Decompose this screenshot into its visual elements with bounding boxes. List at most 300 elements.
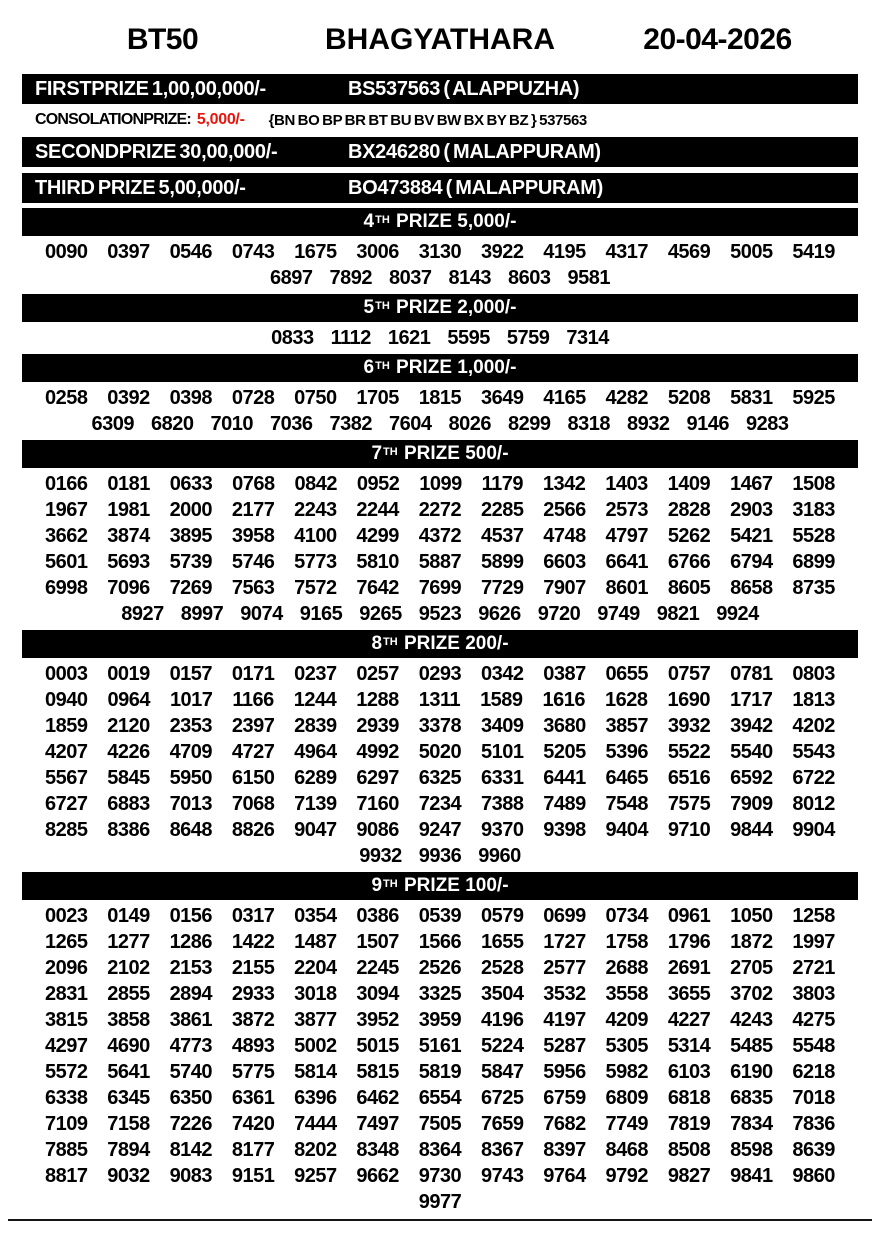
ticket-number: 7096 — [107, 577, 150, 599]
ticket-number: 6396 — [294, 1087, 337, 1109]
prize-section-6th — [0, 354, 880, 437]
ticket-number: 0342 — [480, 663, 524, 685]
ticket-number: 0734 — [605, 905, 649, 927]
ticket-number: 8012 — [792, 793, 835, 815]
ticket-number: 0842 — [294, 473, 337, 495]
ticket-number: 3649 — [480, 387, 524, 409]
ticket-number: 7836 — [792, 1113, 835, 1135]
winning-numbers-row — [45, 1007, 835, 1033]
ticket-number: 5522 — [667, 741, 711, 763]
winning-numbers-row — [45, 1137, 835, 1163]
bottom-divider — [8, 1219, 872, 1221]
ticket-number: 8826 — [231, 819, 275, 841]
second-prize-bar — [22, 137, 858, 167]
ticket-number: 2353 — [169, 715, 213, 737]
ticket-number: 2177 — [231, 499, 275, 521]
ticket-number: 4197 — [543, 1009, 586, 1031]
ticket-number: 4227 — [667, 1009, 711, 1031]
ticket-number: 0803 — [792, 663, 835, 685]
ticket-number: 9247 — [418, 819, 462, 841]
winning-numbers-row — [45, 817, 835, 843]
ticket-number: 2272 — [418, 499, 462, 521]
ticket-number: 7314 — [566, 327, 609, 349]
ticket-number: 4690 — [107, 1035, 150, 1057]
ticket-number: 2705 — [730, 957, 773, 979]
prize-section-8th — [0, 630, 880, 869]
ticket-number: 6883 — [107, 793, 150, 815]
ticket-number: 0258 — [45, 387, 88, 409]
ticket-number: 4207 — [45, 741, 88, 763]
ticket-number: 1872 — [730, 931, 773, 953]
ticket-number: 7497 — [356, 1113, 399, 1135]
ticket-number: 1616 — [542, 689, 586, 711]
winning-numbers-row — [45, 739, 835, 765]
ticket-number: 6465 — [605, 767, 649, 789]
ticket-number: 0237 — [294, 663, 337, 685]
ticket-number: 5815 — [356, 1061, 399, 1083]
ticket-number: 5739 — [169, 551, 213, 573]
ticket-number: 4297 — [45, 1035, 88, 1057]
ticket-number: 7109 — [45, 1113, 88, 1135]
ticket-number: 8639 — [792, 1139, 835, 1161]
third-prize-label: THIRD PRIZE 5,00,000/- — [35, 176, 246, 199]
ticket-number: 5746 — [231, 551, 275, 573]
winning-numbers-row — [45, 265, 835, 291]
ticket-number: 1467 — [730, 473, 773, 495]
ticket-number: 8735 — [792, 577, 835, 599]
ticket-number: 7907 — [543, 577, 586, 599]
ticket-number: 5419 — [792, 241, 835, 263]
ticket-number: 9662 — [356, 1165, 399, 1187]
prize-5th-header-bar: 5 $^{TH}$ PRIZE 2,000/- — [22, 294, 858, 322]
ticket-number: 6325 — [418, 767, 462, 789]
ticket-number: 0293 — [418, 663, 462, 685]
ticket-number: 1796 — [667, 931, 711, 953]
draw-code: BT50 — [126, 23, 199, 56]
ticket-number: 8318 — [567, 413, 610, 435]
ticket-number: 0781 — [730, 663, 773, 685]
ticket-number: 0757 — [667, 663, 711, 685]
ticket-number: 4226 — [107, 741, 150, 763]
ticket-number: 9146 — [686, 413, 729, 435]
ticket-number: 3702 — [730, 983, 773, 1005]
ticket-number: 0964 — [107, 689, 150, 711]
ticket-number: 3006 — [356, 241, 399, 263]
ticket-number: 5005 — [730, 241, 773, 263]
ticket-number: 9841 — [730, 1165, 773, 1187]
ticket-number: 1717 — [729, 689, 773, 711]
ticket-number: 6835 — [730, 1087, 773, 1109]
ticket-number: 6603 — [543, 551, 586, 573]
ticket-number: 6897 — [270, 267, 313, 289]
ticket-number: 8817 — [45, 1165, 88, 1187]
ticket-number: 6218 — [792, 1061, 835, 1083]
ticket-number: 7388 — [480, 793, 524, 815]
ticket-number: 5314 — [667, 1035, 711, 1057]
ticket-number: 2397 — [231, 715, 275, 737]
ticket-number: 2573 — [605, 499, 649, 521]
ticket-number: 9932 — [359, 845, 402, 867]
ticket-number: 1487 — [294, 931, 337, 953]
ticket-number: 1758 — [605, 931, 649, 953]
ticket-number: 3680 — [543, 715, 586, 737]
ticket-number: 6462 — [356, 1087, 399, 1109]
ticket-number: 1508 — [792, 473, 835, 495]
ticket-number: 5421 — [730, 525, 773, 547]
ticket-number: 3130 — [418, 241, 462, 263]
ticket-number: 7885 — [45, 1139, 88, 1161]
ticket-number: 8142 — [169, 1139, 213, 1161]
third-prize-winner: BO473884 ( MALAPPURAM) — [348, 176, 604, 199]
winning-numbers-row — [45, 385, 835, 411]
ticket-number: 5015 — [356, 1035, 399, 1057]
ticket-number: 1815 — [418, 387, 462, 409]
winning-numbers-row — [45, 661, 835, 687]
winning-numbers-row — [45, 929, 835, 955]
ticket-number: 5567 — [45, 767, 88, 789]
prize-7th-header-bar: 7 $^{TH}$ PRIZE 500/- — [22, 440, 858, 468]
ticket-number: 0392 — [107, 387, 150, 409]
ticket-number: 2577 — [543, 957, 586, 979]
ticket-number: 9370 — [480, 819, 524, 841]
ticket-number: 9626 — [478, 603, 521, 625]
prize-section-7th — [0, 440, 880, 627]
ticket-number: 7013 — [169, 793, 213, 815]
ticket-number: 5773 — [294, 551, 337, 573]
ticket-number: 3932 — [667, 715, 711, 737]
ticket-number: 5528 — [792, 525, 835, 547]
ticket-number: 3655 — [667, 983, 711, 1005]
ticket-number: 0354 — [294, 905, 337, 927]
ticket-number: 2526 — [418, 957, 462, 979]
ticket-number: 3861 — [169, 1009, 213, 1031]
ticket-number: 1258 — [792, 905, 835, 927]
ticket-number: 2528 — [480, 957, 524, 979]
ticket-number: 9257 — [294, 1165, 337, 1187]
ticket-number: 0157 — [169, 663, 213, 685]
winning-numbers-row — [45, 1189, 835, 1215]
ticket-number: 7036 — [270, 413, 313, 435]
winning-numbers-row — [45, 1111, 835, 1137]
ticket-number: 1277 — [107, 931, 150, 953]
ticket-number: 9977 — [418, 1191, 462, 1213]
ticket-number: 8364 — [418, 1139, 462, 1161]
ticket-number: 1286 — [169, 931, 213, 953]
ticket-number: 0166 — [45, 473, 88, 495]
winning-numbers-row — [45, 239, 835, 265]
ticket-number: 0090 — [45, 241, 88, 263]
ticket-number: 8037 — [389, 267, 432, 289]
ticket-number: 6297 — [356, 767, 399, 789]
ticket-number: 6554 — [418, 1087, 462, 1109]
ticket-number: 8468 — [605, 1139, 649, 1161]
ticket-number: 3803 — [792, 983, 835, 1005]
winning-numbers-row — [45, 1059, 835, 1085]
ticket-number: 0833 — [271, 327, 314, 349]
ticket-number: 7892 — [329, 267, 372, 289]
ticket-number: 8648 — [169, 819, 213, 841]
ticket-number: 9032 — [107, 1165, 150, 1187]
ticket-number: 1099 — [419, 473, 462, 495]
ticket-number: 7909 — [730, 793, 773, 815]
ticket-number: 9720 — [537, 603, 581, 625]
winning-numbers-row — [45, 1033, 835, 1059]
ticket-number: 5831 — [730, 387, 773, 409]
ticket-number: 8601 — [605, 577, 649, 599]
ticket-number: 1112 — [330, 327, 371, 349]
lottery-name: BHAGYATHARA — [324, 23, 555, 56]
ticket-number: 0397 — [107, 241, 150, 263]
ticket-number: 0546 — [169, 241, 213, 263]
ticket-number: 4275 — [792, 1009, 835, 1031]
ticket-number: 7010 — [210, 413, 253, 435]
ticket-number: 7234 — [418, 793, 462, 815]
ticket-number: 9581 — [567, 267, 610, 289]
ticket-number: 8997 — [180, 603, 224, 625]
ticket-number: 4773 — [169, 1035, 213, 1057]
ticket-number: 5982 — [605, 1061, 649, 1083]
ticket-number: 2691 — [667, 957, 711, 979]
ticket-number: 9821 — [656, 603, 700, 625]
winning-numbers-row — [45, 1163, 835, 1189]
ticket-number: 6150 — [231, 767, 275, 789]
ticket-number: 3895 — [169, 525, 213, 547]
ticket-number: 3183 — [792, 499, 835, 521]
ticket-number: 4748 — [543, 525, 586, 547]
ticket-number: 6899 — [792, 551, 835, 573]
ticket-number: 4196 — [480, 1009, 524, 1031]
ticket-number: 0633 — [169, 473, 213, 495]
ticket-number: 5641 — [107, 1061, 150, 1083]
ticket-number: 2855 — [107, 983, 150, 1005]
numeric-prize-sections — [0, 208, 880, 1215]
ticket-number: 7642 — [356, 577, 399, 599]
ticket-number: 2688 — [605, 957, 649, 979]
ticket-number: 7139 — [294, 793, 337, 815]
ticket-number: 2831 — [45, 983, 88, 1005]
ticket-number: 5950 — [169, 767, 213, 789]
ticket-number: 1166 — [232, 689, 274, 711]
ticket-number: 3872 — [231, 1009, 275, 1031]
prize-section-4th — [0, 208, 880, 291]
ticket-number: 3942 — [730, 715, 773, 737]
ticket-number: 5572 — [45, 1061, 88, 1083]
consolation-series: {BN BO BP BR BT BU BV BW BX BY BZ } 537563 — [268, 111, 587, 129]
ticket-number: 6331 — [480, 767, 524, 789]
ticket-number: 3877 — [294, 1009, 337, 1031]
ticket-number: 0156 — [169, 905, 213, 927]
draw-date: 20-04-2026 — [643, 23, 792, 56]
ticket-number: 3922 — [480, 241, 524, 263]
ticket-number: 5540 — [730, 741, 773, 763]
ticket-number: 8285 — [45, 819, 88, 841]
ticket-number: 5814 — [294, 1061, 337, 1083]
ticket-number: 5305 — [605, 1035, 649, 1057]
ticket-number: 4195 — [543, 241, 586, 263]
ticket-number: 3325 — [418, 983, 462, 1005]
winning-numbers-row — [45, 575, 835, 601]
ticket-number: 0743 — [231, 241, 275, 263]
ticket-number: 6103 — [667, 1061, 711, 1083]
ticket-number: 9924 — [716, 603, 759, 625]
ticket-number: 8605 — [667, 577, 711, 599]
ticket-number: 5899 — [480, 551, 524, 573]
ticket-number: 2939 — [356, 715, 399, 737]
ticket-number: 6998 — [45, 577, 88, 599]
ticket-number: 8367 — [480, 1139, 524, 1161]
ticket-number: 8202 — [294, 1139, 337, 1161]
ticket-number: 6727 — [45, 793, 88, 815]
ticket-number: 7158 — [107, 1113, 150, 1135]
ticket-number: 2894 — [169, 983, 213, 1005]
winning-numbers-row — [45, 411, 835, 437]
ticket-number: 1403 — [605, 473, 648, 495]
winning-numbers-row — [45, 601, 835, 627]
ticket-number: 3959 — [418, 1009, 462, 1031]
consolation-amount: 5,000/- — [196, 111, 245, 128]
consolation-prize-row — [22, 105, 858, 135]
ticket-number: 0728 — [231, 387, 275, 409]
ticket-number: 1265 — [45, 931, 88, 953]
ticket-number: 6641 — [605, 551, 649, 573]
ticket-number: 8927 — [121, 603, 164, 625]
ticket-number: 4282 — [605, 387, 649, 409]
winning-numbers-row — [45, 791, 835, 817]
ticket-number: 2566 — [543, 499, 586, 521]
ticket-number: 7269 — [169, 577, 213, 599]
ticket-number: 7699 — [418, 577, 462, 599]
ticket-number: 9792 — [605, 1165, 649, 1187]
ticket-number: 5224 — [480, 1035, 524, 1057]
ticket-number: 4209 — [605, 1009, 649, 1031]
ticket-number: 1628 — [605, 689, 648, 711]
ticket-number: 7819 — [667, 1113, 711, 1135]
winning-numbers-row — [45, 471, 835, 497]
first-prize-winner: BS537563 ( ALAPPUZHA) — [348, 77, 580, 100]
ticket-number: 3504 — [480, 983, 524, 1005]
ticket-number: 8603 — [508, 267, 551, 289]
ticket-number: 3378 — [418, 715, 462, 737]
winning-numbers-row — [45, 955, 835, 981]
ticket-number: 8386 — [107, 819, 150, 841]
ticket-number: 0768 — [232, 473, 275, 495]
ticket-number: 3018 — [294, 983, 337, 1005]
ticket-number: 5819 — [418, 1061, 462, 1083]
ticket-number: 0003 — [45, 663, 88, 685]
ticket-number: 5485 — [730, 1035, 773, 1057]
ticket-number: 0961 — [667, 905, 711, 927]
prize-section-5th — [0, 294, 880, 351]
ticket-number: 9827 — [667, 1165, 711, 1187]
ticket-number: 1179 — [481, 473, 524, 495]
ticket-number: 1566 — [418, 931, 462, 953]
consolation-label: CONSOLATIONPRIZE: — [35, 111, 191, 128]
ticket-number: 0149 — [107, 905, 150, 927]
ticket-number: 4372 — [418, 525, 462, 547]
winning-numbers-row — [45, 1085, 835, 1111]
ticket-number: 3958 — [231, 525, 275, 547]
ticket-number: 9086 — [356, 819, 399, 841]
ticket-number: 2285 — [480, 499, 524, 521]
ticket-number: 8658 — [730, 577, 773, 599]
ticket-number: 9936 — [418, 845, 462, 867]
ticket-number: 9151 — [231, 1165, 275, 1187]
ticket-number: 5161 — [418, 1035, 462, 1057]
ticket-number: 4317 — [605, 241, 649, 263]
ticket-number: 6794 — [730, 551, 773, 573]
ticket-number: 1690 — [667, 689, 710, 711]
ticket-number: 8397 — [543, 1139, 586, 1161]
ticket-number: 4165 — [543, 387, 586, 409]
ticket-number: 7160 — [356, 793, 399, 815]
ticket-number: 7749 — [605, 1113, 649, 1135]
ticket-number: 8348 — [356, 1139, 399, 1161]
ticket-number: 0386 — [356, 905, 399, 927]
winning-numbers-row — [45, 765, 835, 791]
ticket-number: 4797 — [605, 525, 649, 547]
ticket-number: 8026 — [448, 413, 491, 435]
ticket-number: 9844 — [730, 819, 773, 841]
ticket-number: 9730 — [418, 1165, 462, 1187]
ticket-number: 7894 — [107, 1139, 150, 1161]
ticket-number: 4964 — [294, 741, 337, 763]
ticket-number: 1727 — [543, 931, 586, 953]
ticket-number: 7226 — [169, 1113, 213, 1135]
ticket-number: 8932 — [627, 413, 670, 435]
ticket-number: 8598 — [730, 1139, 773, 1161]
ticket-number: 5845 — [107, 767, 150, 789]
ticket-number: 7444 — [294, 1113, 337, 1135]
ticket-number: 7729 — [480, 577, 524, 599]
ticket-number: 5693 — [107, 551, 150, 573]
ticket-number: 3858 — [107, 1009, 150, 1031]
ticket-number: 1311 — [418, 689, 461, 711]
ticket-number: 6338 — [45, 1087, 88, 1109]
ticket-number: 9404 — [605, 819, 649, 841]
winning-numbers-row — [45, 523, 835, 549]
ticket-number: 4709 — [169, 741, 213, 763]
ticket-number: 1655 — [480, 931, 524, 953]
ticket-number: 5548 — [792, 1035, 835, 1057]
ticket-number: 0952 — [356, 473, 400, 495]
ticket-number: 1507 — [356, 931, 399, 953]
first-prize-label: FIRSTPRIZE 1,00,00,000/- — [35, 77, 266, 100]
ticket-number: 1621 — [387, 327, 431, 349]
ticket-number: 8299 — [508, 413, 551, 435]
ticket-number: 9904 — [792, 819, 835, 841]
prize-6th-header-bar: 6 $^{TH}$ PRIZE 1,000/- — [22, 354, 858, 382]
ticket-number: 7018 — [792, 1087, 835, 1109]
prize-4th-header-bar: 4 $^{TH}$ PRIZE 5,000/- — [22, 208, 858, 236]
ticket-number: 1997 — [792, 931, 835, 953]
ticket-number: 7834 — [730, 1113, 773, 1135]
ticket-number: 6818 — [667, 1087, 711, 1109]
ticket-number: 4569 — [667, 241, 711, 263]
ticket-number: 3558 — [605, 983, 649, 1005]
ticket-number: 0257 — [356, 663, 399, 685]
ticket-number: 6766 — [667, 551, 711, 573]
ticket-number: 2903 — [730, 499, 773, 521]
ticket-number: 5925 — [792, 387, 835, 409]
ticket-number: 3874 — [107, 525, 150, 547]
ticket-number: 4243 — [730, 1009, 773, 1031]
ticket-number: 7575 — [667, 793, 711, 815]
ticket-number: 9283 — [746, 413, 789, 435]
ticket-number: 5956 — [543, 1061, 586, 1083]
ticket-number: 7068 — [231, 793, 275, 815]
ticket-number: 5002 — [294, 1035, 337, 1057]
ticket-number: 1967 — [45, 499, 88, 521]
